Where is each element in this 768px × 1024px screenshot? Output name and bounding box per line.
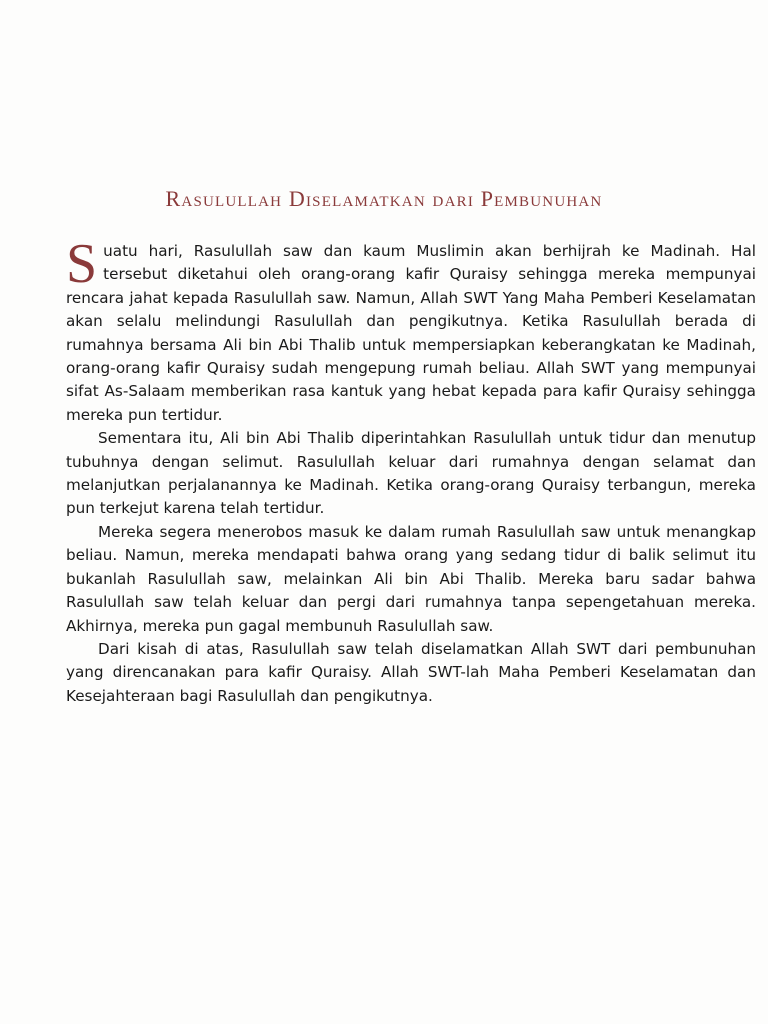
article-body [66, 233, 756, 708]
paragraph-3: Mereka segera menerobos masuk ke dalam rumah Rasulullah saw untuk menangkap beliau. Namun, mereka mendapati bahwa orang yang sedang tidur di balik selimut itu bukanlah Rasulullah saw, melainkan Ali bin Abi Thalib. Mereka baru sadar bahwa Rasulullah saw telah keluar dan pergi dari rumahnya tanpa sepengetahuan mereka. Akhirnya, mereka pun gagal membunuh Rasulullah saw. [66, 522, 756, 635]
drop-cap: S [66, 233, 98, 295]
page-title: Rasulullah Diselamatkan dari Pembunuhan [165, 186, 603, 211]
paragraph-1 [66, 233, 756, 427]
paragraph-4: Dari kisah di atas, Rasulullah saw telah diselamatkan Allah SWT dari pembunuhan yang direncanakan para kafir Quraisy. Allah SWT-lah Maha Pemberi Keselamatan dan Kesejahteraan bagi Rasulullah dan pengikutnya. [66, 639, 756, 705]
paragraph-2: Sementara itu, Ali bin Abi Thalib diperintahkan Rasulullah untuk tidur dan menutup tubuhnya dengan selimut. Rasulullah keluar dari rumahnya dengan selamat dan melanjutkan perjalanannya ke Madinah. Ketika orang-orang Quraisy terbangun, mereka pun terkejut karena telah tertidur. [66, 429, 756, 518]
paragraph-1-text: uatu hari, Rasulullah saw dan kaum Muslimin akan berhijrah ke Madinah. Hal tersebut diketahui oleh orang-orang kafir Quraisy sehingga mereka mempunyai rencara jahat kepada Rasulullah saw. Namun, Allah SWT Yang Maha Pemberi Keselamatan akan selalu melindungi Rasulullah dan pengikutnya. Ketika Rasulullah berada di rumahnya bersama Ali bin Abi Thalib untuk mempersiapkan keberangkatan ke Madinah, orang-orang kafir Quraisy sudah mengepung rumah beliau. Allah SWT yang mempunyai sifat As-Salaam memberikan rasa kantuk yang hebat kepada para kafir Quraisy sehingga mereka pun tertidur. [66, 242, 756, 424]
